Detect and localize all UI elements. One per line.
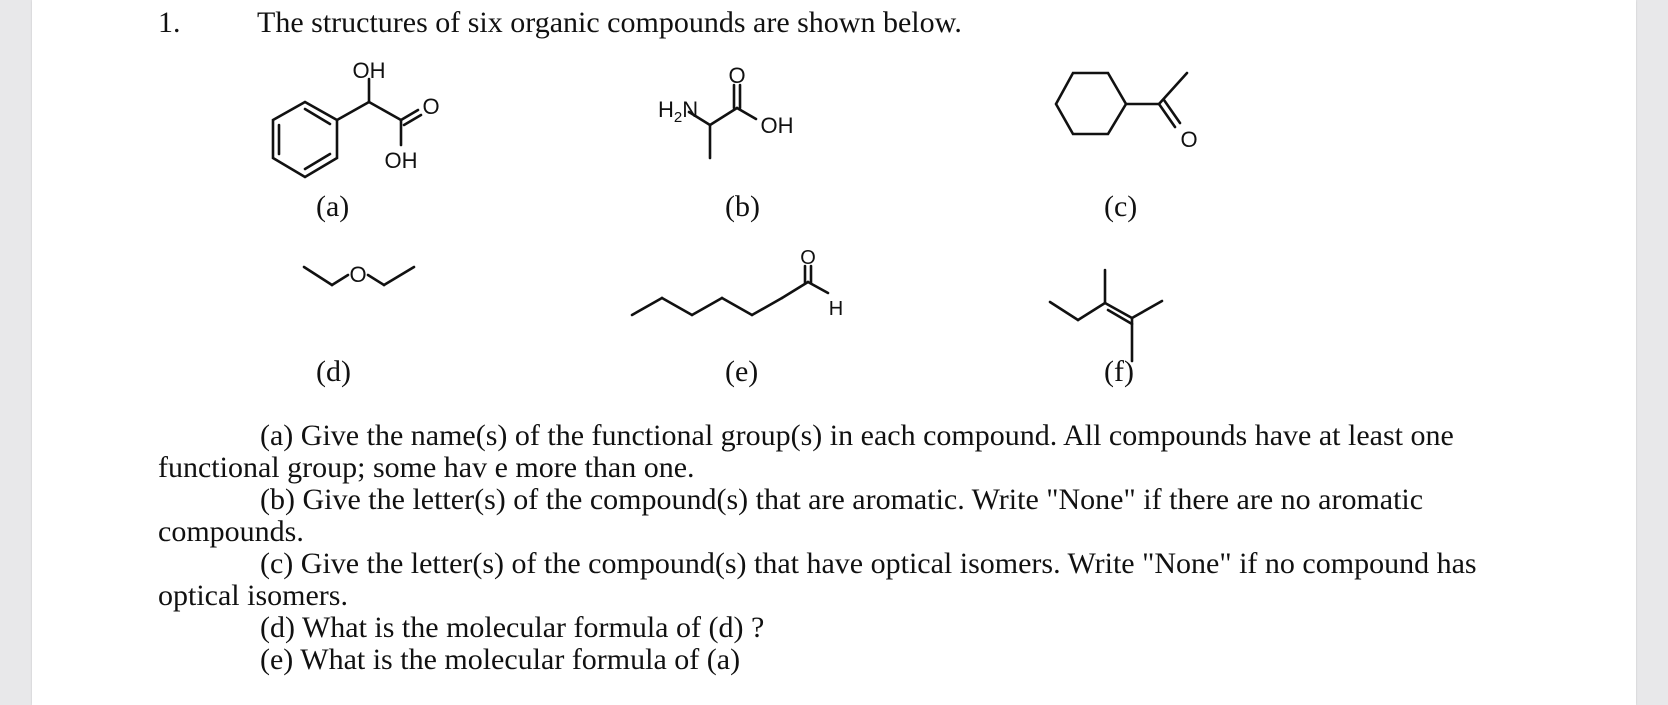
part-c-line2: optical isomers.	[158, 579, 348, 612]
part-d-text	[158, 612, 1608, 644]
structure-b	[652, 55, 832, 180]
part-e-line1: (e) What is the molecular formula of (a)	[260, 643, 741, 676]
structure-e	[622, 247, 882, 347]
part-d-line1: (d) What is the molecular formula of (d) ?	[260, 611, 765, 644]
part-b-text	[158, 484, 1608, 548]
structure-c	[1042, 60, 1222, 165]
structure-d	[292, 250, 452, 305]
caption-b: (b)	[725, 190, 760, 223]
part-b-line1: (b) Give the letter(s) of the compound(s) that are aromatic. Write "None" if there are no aromatic	[260, 483, 1424, 516]
caption-e: (e)	[725, 355, 759, 388]
part-c-text	[158, 548, 1608, 612]
part-a-text	[158, 420, 1608, 484]
carboxyl-hydroxyl-label: OH	[384, 148, 418, 173]
part-c-line1: (c) Give the letter(s) of the compound(s) that have optical isomers. Write "None" if no compound has	[260, 547, 1477, 580]
amine-label: $H_2N$	[658, 97, 699, 126]
structure-b-drawing	[652, 55, 832, 175]
question-intro: The structures of six organic compounds are shown below.	[257, 6, 962, 39]
carbonyl-oxygen-label: O	[728, 63, 746, 88]
structure-d-drawing	[292, 250, 452, 300]
structure-e-drawing	[622, 247, 882, 342]
structure-c-drawing	[1042, 60, 1222, 160]
structure-a	[242, 55, 472, 200]
carbonyl-oxygen-label: O	[1180, 127, 1198, 152]
part-b-line2: compounds.	[158, 515, 304, 548]
structure-a-drawing	[242, 55, 472, 195]
part-a-line1: (a) Give the name(s) of the functional group(s) in each compound. All compounds have at least one	[260, 419, 1454, 452]
question-number: 1.	[158, 6, 181, 39]
part-a-line2: functional group; some hav e more than one.	[158, 451, 695, 484]
carbonyl-oxygen-label: O	[800, 247, 816, 269]
caption-d: (d)	[316, 355, 351, 388]
caption-f: (f)	[1104, 355, 1134, 388]
worksheet-page	[32, 0, 1636, 705]
part-e-text	[158, 644, 1608, 676]
aldehyde-hydrogen-label: H	[828, 298, 844, 320]
caption-c: (c)	[1104, 190, 1138, 223]
carbonyl-oxygen-label: O	[422, 94, 440, 119]
hydroxyl-label: OH	[760, 113, 794, 138]
caption-a: (a)	[316, 190, 350, 223]
ether-oxygen-label: O	[349, 262, 367, 287]
hydroxyl-label: OH	[352, 58, 386, 83]
